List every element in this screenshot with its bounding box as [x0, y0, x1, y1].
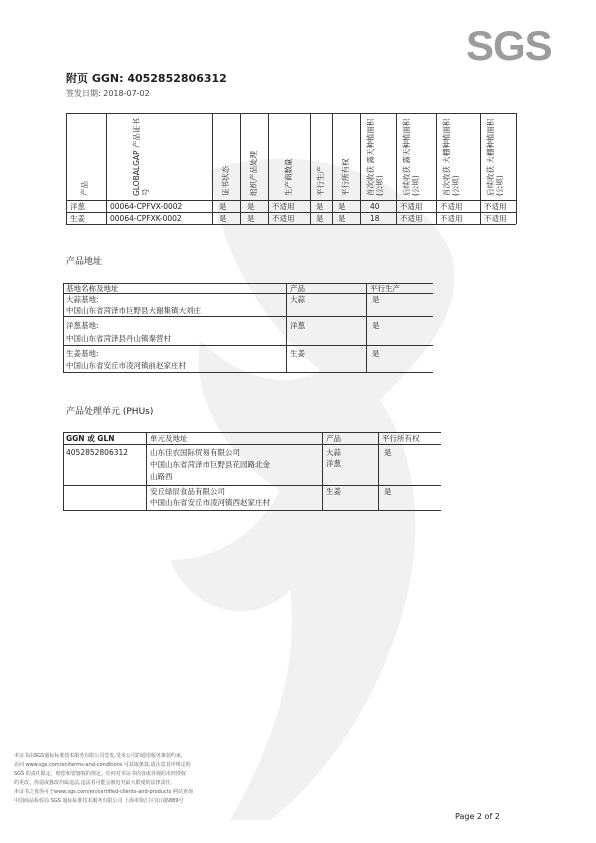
- header-producer-count: 生产商数量: [284, 158, 293, 196]
- header-product: 产品: [326, 434, 341, 443]
- section-product-address: 产品地址: [66, 257, 103, 267]
- header-parallel-production: 平行生产: [316, 166, 325, 196]
- header-unit-address: 单元及地址: [150, 434, 188, 443]
- header-parallel-production: 平行生产: [370, 284, 400, 293]
- section-phus: 产品处理单元 (PHUs): [66, 407, 154, 417]
- sgs-logo: SGS: [466, 22, 552, 69]
- header-product-handling: 组织产品处理: [249, 151, 258, 196]
- header-parallel-ownership: 平行所有权: [382, 434, 420, 443]
- header-certificate: GLOBALGAP 产品证书号: [132, 118, 150, 196]
- header-subsequent-harvest-covered: 后续收获 大棚种植面积(公顷): [486, 118, 504, 196]
- header-first-harvest-covered: 首次收获 大棚种植面积(公顷): [442, 118, 460, 196]
- header-product: 产品: [80, 181, 89, 196]
- header-product: 产品: [290, 284, 305, 293]
- watermark-eagle: [150, 130, 480, 820]
- header-parallel-ownership: 平行所有权: [341, 158, 350, 196]
- header-ggn: GGN 或 GLN: [66, 434, 115, 443]
- header-subsequent-harvest-open: 后续收获 露天种植面积(公顷): [402, 118, 420, 196]
- footer-disclaimer: 本证书由SGS通标标准技术服务有限公司签发,受本公司的通用服务条款约束, 访问 www.sgs.com/en/terms-and-conditions 可获取条款,请注意其中规定的 SGS 的责任限定、赔偿和管辖权的规定。任何对本证书内容或外观的未经授权 的更改、伪造或篡改均属违法,违法者可能会被追究最大限度的法律责任。 本证书之真伪可于www.sgs.com/en/certified-clients-and-products 网站查询 中国商品检验局 SGS 通标标准技术服务有限公司 上海市徐汇区宜山路889号: [14, 753, 193, 804]
- issue-date: 签发日期: 2018-07-02: [66, 89, 150, 98]
- header-base-name: 基地名称及地址: [66, 284, 119, 293]
- header-cert-status: 证书状态: [221, 166, 230, 196]
- header-first-harvest-open: 首次收获 露天种植面积(公顷): [366, 118, 384, 196]
- page-number: Page 2 of 2: [455, 812, 500, 821]
- page-title: 附页 GGN: 4052852806312: [66, 72, 227, 85]
